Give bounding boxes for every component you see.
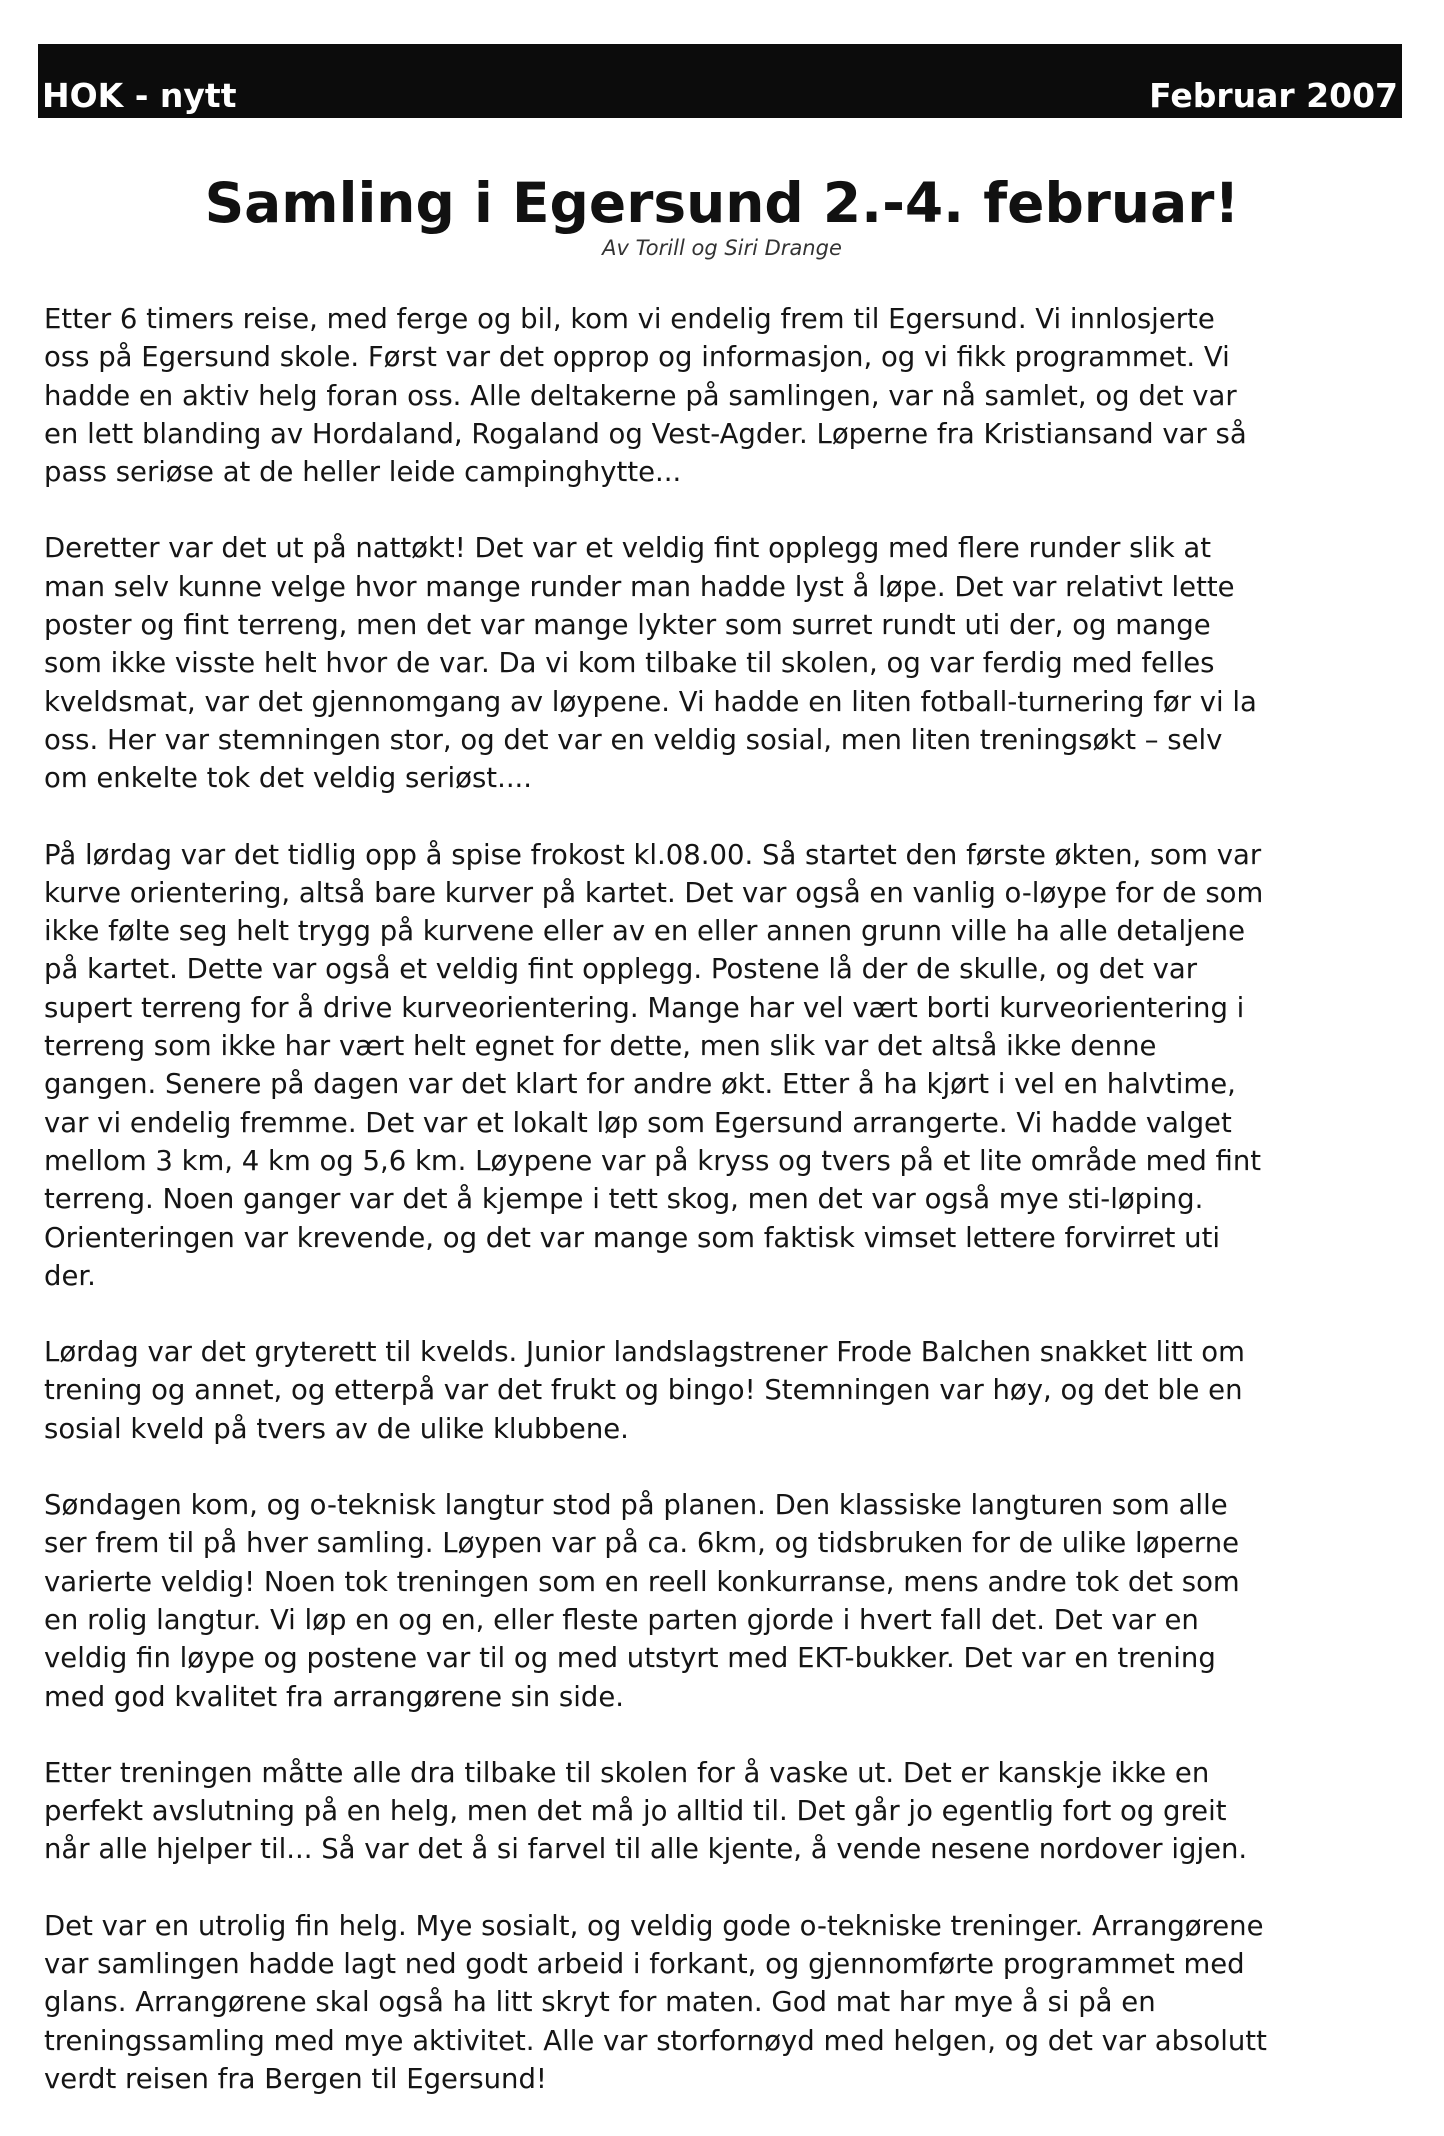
text-line: På lørdag var det tidlig opp å spise frokost kl.08.00. Så startet den første økten, som var — [44, 838, 1262, 871]
text-line: treningssamling med mye aktivitet. Alle var storfornøyd med helgen, og det var absolutt — [44, 2024, 1267, 2057]
text-line: kveldsmat, var det gjennomgang av løypene. Vi hadde en liten fotball-turnering før vi la — [44, 685, 1257, 718]
newsletter-header-bar — [38, 44, 1402, 118]
text-line: på kartet. Dette var også et veldig fint opplegg. Postene lå der de skulle, og det var — [44, 953, 1198, 986]
text-line: ikke følte seg helt trygg på kurvene eller av en eller annen grunn ville ha alle detaljene — [44, 915, 1245, 948]
text-line: trening og annet, og etterpå var det frukt og bingo! Stemningen var høy, og det ble en — [44, 1374, 1243, 1407]
paragraph-conclusion — [44, 1907, 1404, 2098]
text-line: varierte veldig! Noen tok treningen som en reell konkurranse, mens andre tok det som — [44, 1565, 1240, 1598]
text-line: Det var en utrolig fin helg. Mye sosialt, og veldig gode o-tekniske treninger. Arrangørene — [44, 1909, 1264, 1942]
text-line: var vi endelig fremme. Det var et lokalt løp som Egersund arrangerte. Vi hadde valget — [44, 1106, 1232, 1139]
text-line: om enkelte tok det veldig seriøst.... — [44, 762, 533, 795]
text-line: sosial kveld på tvers av de ulike klubbene. — [44, 1412, 629, 1445]
text-line: man selv kunne velge hvor mange runder man hadde lyst å løpe. Det var relativt lette — [44, 570, 1235, 603]
text-line: en lett blanding av Hordaland, Rogaland og Vest-Agder. Løperne fra Kristiansand var så — [44, 417, 1247, 450]
paragraph-saturday-training — [44, 836, 1404, 1296]
text-line: perfekt avslutning på en helg, men det må jo alltid til. Det går jo egentlig fort og greit — [44, 1795, 1227, 1828]
text-line: når alle hjelper til... Så var det å si farvel til alle kjente, å vende nesene nordover igjen. — [44, 1833, 1248, 1866]
article-body — [44, 300, 1404, 2136]
paragraph-night-session — [44, 529, 1404, 797]
text-line: Lørdag var det gryterett til kvelds. Junior landslagstrener Frode Balchen snakket litt om — [44, 1336, 1245, 1369]
text-line: pass seriøse at de heller leide campinghytte... — [44, 456, 682, 489]
paragraph-sunday-longtour — [44, 1486, 1404, 1716]
text-line: glans. Arrangørene skal også ha litt skryt for maten. God mat har mye å si på en — [44, 1986, 1156, 2019]
text-line: var samlingen hadde lagt ned godt arbeid i forkant, og gjennomførte programmet med — [44, 1947, 1245, 1980]
paragraph-departure — [44, 1754, 1404, 1869]
text-line: oss på Egersund skole. Først var det opprop og informasjon, og vi fikk programmet. Vi — [44, 341, 1230, 374]
article-title: Samling i Egersund 2.-4. februar! — [204, 171, 1240, 235]
text-line: hadde en aktiv helg foran oss. Alle deltakerne på samlingen, var nå samlet, og det var — [44, 379, 1237, 412]
text-line: Deretter var det ut på nattøkt! Det var et veldig fint opplegg med flere runder slik at — [44, 532, 1212, 565]
text-line: veldig fin løype og postene var til og med utstyrt med EKT-bukker. Det var en trening — [44, 1642, 1216, 1675]
text-line: terreng som ikke har vært helt egnet for dette, men slik var det altså ikke denne — [44, 1030, 1157, 1063]
text-line: som ikke visste helt hvor de var. Da vi kom tilbake til skolen, og var ferdig med felles — [44, 647, 1215, 680]
paragraph-saturday-evening — [44, 1333, 1404, 1448]
paragraph-travel-arrival — [44, 300, 1404, 491]
text-line: Orienteringen var krevende, og det var mange som faktisk vimset lettere forvirret uti — [44, 1221, 1221, 1254]
text-line: verdt reisen fra Bergen til Egersund! — [44, 2062, 547, 2095]
text-line: kurve orientering, altså bare kurver på kartet. Det var også en vanlig o-løype for de som — [44, 876, 1264, 909]
text-line: gangen. Senere på dagen var det klart for andre økt. Etter å ha kjørt i vel en halvtime, — [44, 1068, 1236, 1101]
text-line: med god kvalitet fra arrangørene sin side. — [44, 1680, 624, 1713]
issue-date: Februar 2007 — [1149, 76, 1398, 115]
article-byline: Av Torill og Siri Drange — [602, 236, 842, 260]
text-line: en rolig langtur. Vi løp en og en, eller fleste parten gjorde i hvert fall det. Det var en — [44, 1603, 1199, 1636]
text-line: mellom 3 km, 4 km og 5,6 km. Løypene var på kryss og tvers på et lite område med fint — [44, 1144, 1262, 1177]
text-line: ser frem til på hver samling. Løypen var på ca. 6km, og tidsbruken for de ulike løperne — [44, 1527, 1240, 1560]
text-line: oss. Her var stemningen stor, og det var en veldig sosial, men liten treningsøkt – selv — [44, 723, 1223, 756]
text-line: der. — [44, 1259, 96, 1292]
text-line: Søndagen kom, og o-teknisk langtur stod på planen. Den klassiske langturen som alle — [44, 1489, 1228, 1522]
text-line: supert terreng for å drive kurveorientering. Mange har vel vært borti kurveorientering i — [44, 991, 1245, 1024]
text-line: Etter treningen måtte alle dra tilbake til skolen for å vaske ut. Det er kanskje ikke en — [44, 1756, 1210, 1789]
text-line: Etter 6 timers reise, med ferge og bil, kom vi endelig frem til Egersund. Vi innlosjerte — [44, 303, 1215, 335]
newsletter-name: HOK - nytt — [42, 76, 237, 115]
text-line: poster og fint terreng, men det var mange lykter som surret rundt uti der, og mange — [44, 609, 1211, 642]
text-line: terreng. Noen ganger var det å kjempe i tett skog, men det var også mye sti-løping. — [44, 1183, 1204, 1216]
